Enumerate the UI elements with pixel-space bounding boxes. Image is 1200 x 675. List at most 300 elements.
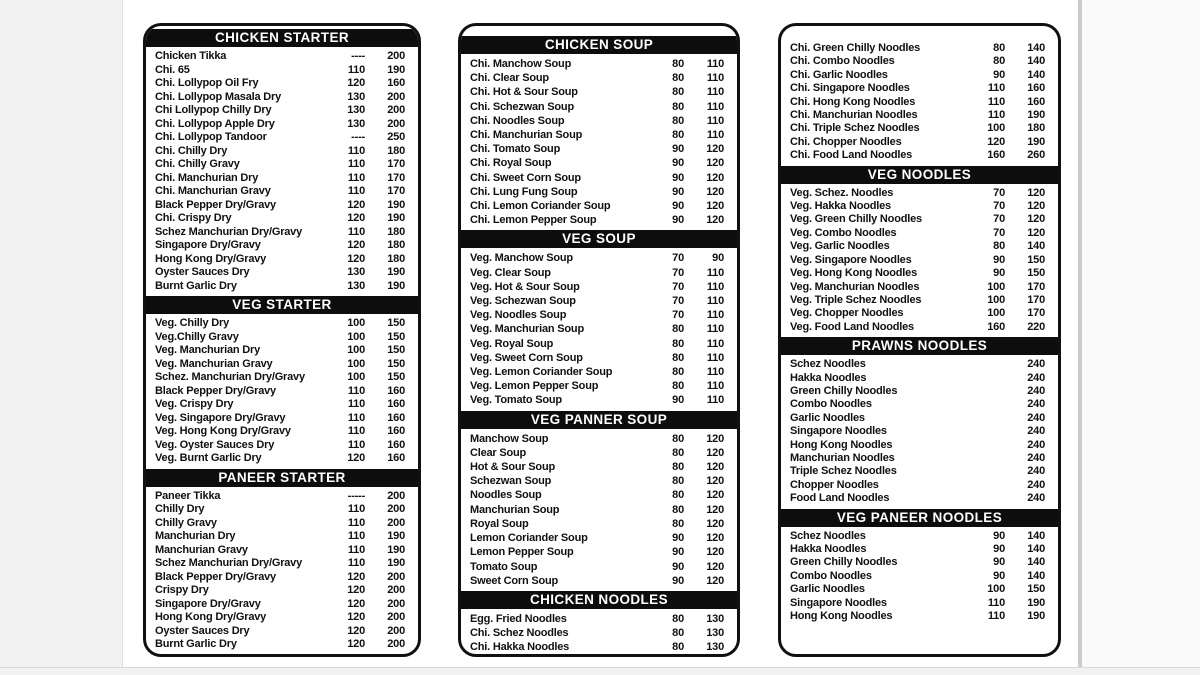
item-price-half: 80 bbox=[672, 366, 684, 379]
item-name: Noodles Soup bbox=[470, 489, 542, 502]
item-price-half: 160 bbox=[987, 149, 1005, 162]
item-name: Chilly Dry bbox=[155, 503, 205, 515]
item-price-half: 100 bbox=[347, 371, 365, 383]
item-price-half: 90 bbox=[672, 171, 684, 184]
menu-item-list bbox=[146, 315, 418, 467]
item-name: Chilly Gravy bbox=[155, 516, 217, 529]
item-price-full: 110 bbox=[706, 337, 724, 350]
item-price-half: 100 bbox=[347, 317, 365, 329]
item-name: Chi. Crispy Dry bbox=[155, 212, 232, 224]
item-price-full: 240 bbox=[1027, 384, 1045, 397]
item-price-half: 70 bbox=[672, 266, 684, 279]
item-price-full: 190 bbox=[387, 212, 405, 224]
menu-item-row bbox=[146, 598, 418, 612]
item-price-half: 90 bbox=[672, 214, 684, 227]
item-price-half: 110 bbox=[987, 95, 1005, 108]
item-name: Veg. Oyster Sauces Dry bbox=[155, 438, 275, 451]
menu-item-row bbox=[146, 544, 418, 558]
item-price-half: 90 bbox=[993, 543, 1005, 555]
item-name: Hakka Noodles bbox=[790, 543, 867, 555]
item-name: Chi. Chopper Noodles bbox=[790, 135, 902, 148]
item-name: Chi. Garlic Noodles bbox=[790, 68, 888, 81]
item-price-full: 200 bbox=[387, 90, 405, 103]
item-price-half: 120 bbox=[347, 638, 365, 650]
item-price-full: 120 bbox=[706, 200, 724, 213]
item-name: Black Pepper Dry/Gravy bbox=[155, 198, 276, 211]
item-price-full: 120 bbox=[706, 489, 724, 502]
item-price-full: 150 bbox=[387, 357, 405, 370]
item-price-half: 90 bbox=[993, 68, 1005, 81]
item-price-full: 170 bbox=[387, 171, 405, 184]
menu-item-row bbox=[461, 488, 737, 502]
item-price-half: ----- bbox=[347, 489, 365, 502]
item-name: Veg. Manchurian Gravy bbox=[155, 357, 273, 370]
item-name: Veg. Schezwan Soup bbox=[470, 295, 576, 308]
menu-item-row bbox=[461, 626, 737, 640]
item-price-full: 110 bbox=[706, 295, 724, 308]
item-price-half: 80 bbox=[672, 58, 684, 70]
item-name: Veg. Lemon Coriander Soup bbox=[470, 366, 613, 379]
item-price-full: 170 bbox=[1027, 280, 1045, 293]
item-price-half: 90 bbox=[993, 253, 1005, 266]
menu-item-row bbox=[461, 460, 737, 474]
item-name: Chi. Manchurian Gravy bbox=[155, 185, 271, 197]
menu-item-row bbox=[461, 100, 737, 114]
section-header: VEG SOUP bbox=[461, 230, 737, 248]
section-header: CHICKEN SOUP bbox=[461, 36, 737, 54]
item-price-full: 160 bbox=[387, 452, 405, 464]
item-name: Veg. Sweet Corn Soup bbox=[470, 351, 583, 364]
menu-item-row bbox=[781, 294, 1058, 307]
item-price-full: 140 bbox=[1027, 569, 1045, 582]
item-name: Egg. Fried Noodles bbox=[470, 612, 567, 625]
item-name: Manchurian Gravy bbox=[155, 543, 248, 556]
item-name: Lemon Pepper Soup bbox=[470, 546, 574, 559]
item-name: Burnt Garlic Dry bbox=[155, 638, 237, 650]
item-price-half: 80 bbox=[672, 323, 684, 336]
item-price-full: 240 bbox=[1027, 398, 1045, 411]
item-name: Garlic Noodles bbox=[790, 583, 865, 596]
menu-item-row bbox=[781, 96, 1058, 109]
menu-item-row bbox=[146, 253, 418, 267]
item-price-half: 70 bbox=[993, 200, 1005, 213]
item-price-half: 80 bbox=[672, 446, 684, 459]
item-price-full: 160 bbox=[1027, 95, 1045, 108]
item-name: Chi. Manchurian Soup bbox=[470, 129, 583, 142]
item-price-full: 200 bbox=[387, 570, 405, 583]
menu-item-row bbox=[461, 294, 737, 308]
menu-item-row bbox=[146, 91, 418, 105]
item-price-full: 110 bbox=[706, 129, 724, 142]
menu-item-row bbox=[781, 372, 1058, 385]
item-price-full: 160 bbox=[387, 411, 405, 424]
item-name: Veg. Manchurian Noodles bbox=[790, 280, 920, 293]
item-name: Chi. Singapore Noodles bbox=[790, 82, 910, 95]
item-price-full: 120 bbox=[706, 461, 724, 474]
menu-item-row bbox=[146, 317, 418, 331]
menu-item-row bbox=[461, 114, 737, 128]
item-price-half: 80 bbox=[672, 517, 684, 530]
menu-item-row bbox=[781, 452, 1058, 465]
item-name: Schez Manchurian Dry/Gravy bbox=[155, 557, 303, 569]
menu-item-row bbox=[781, 412, 1058, 425]
item-price-half: 100 bbox=[987, 122, 1005, 135]
menu-item-row bbox=[146, 226, 418, 240]
menu-item-row bbox=[146, 412, 418, 426]
item-price-half: 80 bbox=[672, 114, 684, 127]
item-price-half: 100 bbox=[987, 307, 1005, 320]
item-price-full: 160 bbox=[387, 425, 405, 437]
item-name: Oyster Sauces Dry bbox=[155, 624, 250, 637]
item-price-half: 70 bbox=[672, 252, 684, 265]
item-price-full: 240 bbox=[1027, 451, 1045, 464]
menu-item-row bbox=[146, 280, 418, 294]
item-price-half: 120 bbox=[347, 77, 365, 89]
menu-item-row bbox=[146, 358, 418, 372]
menu-item-row bbox=[461, 560, 737, 574]
item-price-full: 190 bbox=[387, 530, 405, 542]
item-price-full: 190 bbox=[387, 279, 405, 292]
item-price-half: 90 bbox=[993, 556, 1005, 569]
item-price-full: 200 bbox=[387, 50, 405, 62]
item-price-full: 190 bbox=[1027, 135, 1045, 148]
item-name: Veg. Green Chilly Noodles bbox=[790, 213, 922, 226]
item-price-full: 180 bbox=[1027, 122, 1045, 135]
item-price-half: 120 bbox=[347, 252, 365, 265]
item-price-half: 110 bbox=[347, 530, 365, 542]
item-price-half: 120 bbox=[347, 239, 365, 251]
item-price-full: 170 bbox=[387, 185, 405, 197]
item-price-full: 200 bbox=[387, 489, 405, 502]
item-price-full: 110 bbox=[706, 309, 724, 322]
section-header: VEG STARTER bbox=[146, 296, 418, 314]
menu-item-row bbox=[461, 474, 737, 488]
item-price-full: 190 bbox=[1027, 610, 1045, 623]
item-price-half: 120 bbox=[347, 452, 365, 464]
menu-item-row bbox=[461, 280, 737, 294]
menu-item-row bbox=[781, 570, 1058, 583]
item-name: Veg. Burnt Garlic Dry bbox=[155, 452, 262, 464]
item-name: Veg. Crispy Dry bbox=[155, 398, 234, 410]
item-name: Singapore Dry/Gravy bbox=[155, 239, 261, 251]
item-price-full: 260 bbox=[1027, 149, 1045, 162]
item-price-half: 80 bbox=[993, 42, 1005, 54]
item-name: Sweet Corn Soup bbox=[470, 574, 559, 587]
menu-item-row bbox=[781, 492, 1058, 505]
item-name: Veg. Singapore Noodles bbox=[790, 253, 912, 266]
menu-item-row bbox=[781, 240, 1058, 253]
item-price-full: 120 bbox=[706, 503, 724, 516]
item-name: Chi. Chilly Dry bbox=[155, 144, 228, 157]
menu-item-list bbox=[461, 610, 737, 656]
item-name: Green Chilly Noodles bbox=[790, 556, 898, 569]
menu-item-row bbox=[146, 385, 418, 399]
item-price-full: 130 bbox=[706, 627, 724, 640]
menu-item-row bbox=[461, 337, 737, 351]
item-price-half: 130 bbox=[347, 279, 365, 292]
menu-item-row bbox=[781, 187, 1058, 200]
menu-item-row bbox=[781, 281, 1058, 294]
item-price-half: 90 bbox=[672, 546, 684, 559]
item-name: Veg. Royal Soup bbox=[470, 337, 554, 350]
item-price-full: 150 bbox=[1027, 253, 1045, 266]
item-price-full: 150 bbox=[387, 371, 405, 383]
item-price-full: 200 bbox=[387, 624, 405, 637]
item-price-half: 70 bbox=[993, 213, 1005, 226]
item-price-full: 120 bbox=[1027, 200, 1045, 213]
menu-item-row bbox=[461, 57, 737, 71]
menu-item-list bbox=[461, 55, 737, 228]
menu-item-row bbox=[461, 365, 737, 379]
item-name: Royal Soup bbox=[470, 517, 529, 530]
item-price-full: 200 bbox=[387, 104, 405, 116]
item-price-half: 80 bbox=[672, 86, 684, 99]
item-name: Oyster Sauces Dry bbox=[155, 266, 250, 278]
menu-item-row bbox=[146, 638, 418, 652]
menu-item-row bbox=[781, 122, 1058, 135]
item-price-half: 90 bbox=[672, 560, 684, 573]
item-name: Chi. Triple Schez Noodles bbox=[790, 122, 920, 135]
menu-item-row bbox=[146, 611, 418, 625]
menu-item-row bbox=[781, 109, 1058, 122]
item-price-half: 70 bbox=[672, 309, 684, 322]
item-price-full: 200 bbox=[387, 117, 405, 130]
item-name: Hot & Sour Soup bbox=[470, 461, 555, 474]
menu-item-list bbox=[781, 356, 1058, 506]
item-price-full: 140 bbox=[1027, 529, 1045, 542]
item-name: Manchow Soup bbox=[470, 432, 549, 445]
menu-item-row bbox=[781, 254, 1058, 267]
menu-item-row bbox=[781, 307, 1058, 320]
menu-item-row bbox=[461, 199, 737, 213]
item-price-half: 70 bbox=[993, 186, 1005, 199]
item-price-half: 120 bbox=[987, 135, 1005, 148]
item-name: Manchurian Noodles bbox=[790, 451, 895, 464]
menu-item-row bbox=[461, 171, 737, 185]
item-name: Lemon Coriander Soup bbox=[470, 532, 588, 545]
item-price-full: 200 bbox=[387, 597, 405, 610]
item-price-full: 120 bbox=[706, 432, 724, 445]
menu-item-row bbox=[781, 200, 1058, 213]
item-name: Veg. Hot & Sour Soup bbox=[470, 280, 580, 293]
item-name: Chi. Noodles Soup bbox=[470, 114, 565, 127]
menu-item-row bbox=[146, 239, 418, 253]
item-price-full: 120 bbox=[706, 171, 724, 184]
menu-item-row bbox=[461, 574, 737, 588]
item-price-full: 120 bbox=[706, 574, 724, 587]
item-name: Veg. Manchow Soup bbox=[470, 252, 573, 265]
item-name: Chi. Lollypop Oil Fry bbox=[155, 77, 259, 89]
item-name: Garlic Noodles bbox=[790, 411, 865, 424]
item-price-full: 110 bbox=[706, 86, 724, 99]
menu-item-row bbox=[781, 358, 1058, 371]
item-price-half: 110 bbox=[347, 398, 365, 410]
item-price-full: 240 bbox=[1027, 438, 1045, 451]
item-name: Veg. Manchurian Soup bbox=[470, 323, 584, 336]
menu-item-row bbox=[461, 251, 737, 265]
item-price-full: 120 bbox=[706, 517, 724, 530]
menu-item-row bbox=[781, 583, 1058, 596]
menu-item-row bbox=[781, 55, 1058, 68]
menu-item-row bbox=[461, 446, 737, 460]
menu-item-row bbox=[461, 503, 737, 517]
item-name: Veg. Tomato Soup bbox=[470, 394, 562, 407]
menu-item-row bbox=[461, 545, 737, 559]
item-price-full: 200 bbox=[387, 516, 405, 529]
menu-item-row bbox=[461, 71, 737, 85]
menu-item-row bbox=[781, 267, 1058, 280]
item-price-half: 110 bbox=[987, 596, 1005, 609]
item-price-full: 140 bbox=[1027, 42, 1045, 54]
menu-item-row bbox=[146, 104, 418, 118]
item-name: Tomato Soup bbox=[470, 560, 538, 573]
item-price-half: 110 bbox=[347, 384, 365, 397]
section-header: VEG PANEER NOODLES bbox=[781, 509, 1058, 527]
menu-item-row bbox=[461, 432, 737, 446]
menu-item-row bbox=[781, 465, 1058, 478]
item-price-half: 80 bbox=[672, 100, 684, 113]
item-price-half: 100 bbox=[347, 357, 365, 370]
item-price-full: 190 bbox=[387, 543, 405, 556]
item-name: Crispy Dry bbox=[155, 584, 209, 596]
item-name: Chi. Manchurian Noodles bbox=[790, 109, 918, 122]
menu-item-row bbox=[461, 640, 737, 654]
section-header: VEG NOODLES bbox=[781, 166, 1058, 184]
item-price-full: 140 bbox=[1027, 556, 1045, 569]
menu-item-row bbox=[146, 145, 418, 159]
item-price-half: 160 bbox=[987, 320, 1005, 333]
menu-item-row bbox=[781, 213, 1058, 226]
item-price-full: 240 bbox=[1027, 425, 1045, 438]
item-price-half: 110 bbox=[347, 557, 365, 569]
item-price-half: 130 bbox=[347, 266, 365, 278]
item-name: Veg. Clear Soup bbox=[470, 266, 551, 279]
item-name: Hakka Noodles bbox=[790, 371, 867, 384]
item-price-half: 90 bbox=[993, 267, 1005, 280]
item-price-half: ---- bbox=[351, 131, 365, 143]
menu-item-row bbox=[461, 517, 737, 531]
item-price-full: 150 bbox=[1027, 267, 1045, 280]
item-name: Chicken Tikka bbox=[155, 50, 227, 62]
item-price-half: 80 bbox=[672, 72, 684, 85]
item-name: Veg. Food Land Noodles bbox=[790, 320, 914, 333]
item-name: Burnt Garlic Dry bbox=[155, 279, 237, 292]
item-price-half: 80 bbox=[672, 461, 684, 474]
item-name: Chi. Lollypop Apple Dry bbox=[155, 117, 275, 130]
item-name: Chi. Hot & Sour Soup bbox=[470, 86, 578, 99]
menu-item-row bbox=[781, 597, 1058, 610]
item-price-half: 90 bbox=[672, 143, 684, 156]
item-price-full: 110 bbox=[706, 380, 724, 393]
item-price-full: 120 bbox=[706, 475, 724, 488]
menu-item-row bbox=[146, 172, 418, 186]
menu-item-row bbox=[146, 50, 418, 64]
item-price-full: 160 bbox=[1027, 82, 1045, 95]
item-price-half: 100 bbox=[987, 280, 1005, 293]
menu-item-row bbox=[781, 82, 1058, 95]
item-price-half: 110 bbox=[347, 225, 365, 238]
item-price-half: 80 bbox=[672, 641, 684, 654]
menu-item-list bbox=[461, 249, 737, 408]
menu-item-row bbox=[781, 227, 1058, 240]
item-price-full: 220 bbox=[1027, 320, 1045, 333]
item-name: Veg. Manchurian Dry bbox=[155, 344, 261, 356]
item-price-half: 80 bbox=[672, 351, 684, 364]
menu-item-row bbox=[146, 199, 418, 213]
item-price-full: 160 bbox=[387, 438, 405, 451]
item-name: Chi. Manchow Soup bbox=[470, 58, 572, 70]
menu-panel-starters bbox=[143, 23, 421, 657]
page-right-margin bbox=[1082, 0, 1200, 675]
menu-item-row bbox=[146, 425, 418, 439]
item-price-full: 110 bbox=[706, 394, 724, 407]
item-name: Veg. Noodles Soup bbox=[470, 309, 567, 322]
page-bottom-margin bbox=[0, 667, 1200, 675]
item-price-full: 180 bbox=[387, 239, 405, 251]
item-name: Hong Kong Dry/Gravy bbox=[155, 611, 267, 623]
item-price-full: 170 bbox=[1027, 293, 1045, 306]
item-price-full: 120 bbox=[1027, 186, 1045, 199]
item-name: Chi Lollypop Chilly Dry bbox=[155, 104, 272, 116]
item-price-full: 110 bbox=[706, 280, 724, 293]
item-price-full: 190 bbox=[387, 266, 405, 278]
menu-item-row bbox=[146, 212, 418, 226]
item-price-full: 240 bbox=[1027, 411, 1045, 424]
menu-item-row bbox=[146, 331, 418, 345]
menu-item-row bbox=[781, 425, 1058, 438]
item-price-full: 110 bbox=[706, 351, 724, 364]
item-price-full: 200 bbox=[387, 638, 405, 650]
item-price-half: ---- bbox=[351, 50, 365, 62]
item-name: Black Pepper Dry/Gravy bbox=[155, 384, 276, 397]
item-price-full: 180 bbox=[387, 225, 405, 238]
item-price-full: 110 bbox=[706, 114, 724, 127]
item-name: Chi. Sweet Corn Soup bbox=[470, 171, 581, 184]
menu-item-row bbox=[146, 452, 418, 466]
menu-item-row bbox=[461, 142, 737, 156]
menu-item-row bbox=[781, 439, 1058, 452]
item-name: Chi. Green Chilly Noodles bbox=[790, 42, 921, 54]
item-price-half: 80 bbox=[993, 55, 1005, 68]
item-price-full: 150 bbox=[387, 317, 405, 329]
item-name: Chi. Tomato Soup bbox=[470, 143, 561, 156]
item-price-half: 90 bbox=[672, 157, 684, 170]
item-price-half: 80 bbox=[672, 627, 684, 640]
item-price-half: 80 bbox=[672, 475, 684, 488]
item-name: Chi. Lemon Pepper Soup bbox=[470, 214, 597, 227]
section-header: PRAWNS NOODLES bbox=[781, 337, 1058, 355]
menu-panel-noodles bbox=[778, 23, 1061, 657]
item-name: Veg. Schez. Noodles bbox=[790, 186, 894, 199]
menu-item-row bbox=[146, 371, 418, 385]
item-price-full: 140 bbox=[1027, 55, 1045, 68]
menu-item-row bbox=[461, 266, 737, 280]
item-name: Schez Noodles bbox=[790, 358, 866, 371]
item-price-half: 90 bbox=[993, 529, 1005, 542]
item-price-half: 80 bbox=[993, 240, 1005, 253]
item-price-half: 130 bbox=[347, 90, 365, 103]
item-name: Chi. Combo Noodles bbox=[790, 55, 895, 68]
item-price-half: 130 bbox=[347, 104, 365, 116]
item-price-half: 90 bbox=[672, 200, 684, 213]
item-price-half: 120 bbox=[347, 611, 365, 623]
menu-item-list bbox=[146, 48, 418, 294]
menu-item-row bbox=[781, 610, 1058, 623]
menu-item-row bbox=[461, 322, 737, 336]
menu-item-row bbox=[146, 118, 418, 132]
item-price-half: 110 bbox=[347, 158, 365, 170]
item-price-full: 120 bbox=[706, 546, 724, 559]
